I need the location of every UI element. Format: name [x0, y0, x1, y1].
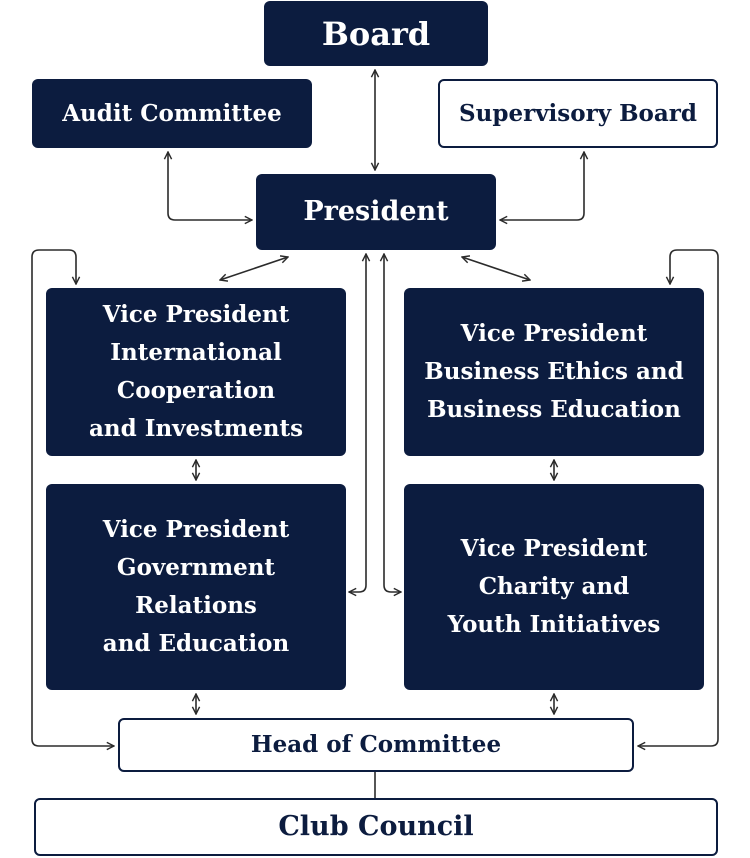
head-of-committee-label: Head of Committee: [250, 731, 502, 758]
board-label: Board: [321, 14, 431, 53]
club-council-box: [34, 798, 718, 856]
vp-international-label: Vice President International Cooperation and Investments: [88, 301, 304, 442]
vp-business-ethics-label: Vice President Business Ethics and Business Education: [424, 320, 684, 423]
vp-international-box: [46, 288, 346, 456]
supervisory-president-connector: [500, 152, 584, 220]
vp-government-box: [46, 484, 346, 690]
board-box: [264, 1, 488, 66]
president-vp-international-connector: [220, 257, 288, 280]
vp-business-ethics-box: [404, 288, 704, 456]
club-council-label: Club Council: [278, 811, 474, 842]
vp-government-label: Vice President Government Relations and Education: [102, 516, 290, 657]
audit-president-connector: [168, 152, 252, 220]
president-vp-charity-connector: [384, 254, 401, 592]
president-label: President: [303, 196, 449, 227]
president-vp-business-ethics-connector: [462, 257, 530, 280]
supervisory-board-label: Supervisory Board: [459, 99, 697, 127]
audit-committee-box: [32, 79, 312, 148]
supervisory-board-box: [438, 79, 718, 148]
president-vp-government-connector: [349, 254, 366, 592]
head-of-committee-box: [118, 718, 634, 772]
president-box: [256, 174, 496, 250]
audit-committee-label: Audit Committee: [62, 99, 282, 127]
vp-charity-box: [404, 484, 704, 690]
vp-charity-label: Vice President Charity and Youth Initiatives: [447, 535, 661, 638]
